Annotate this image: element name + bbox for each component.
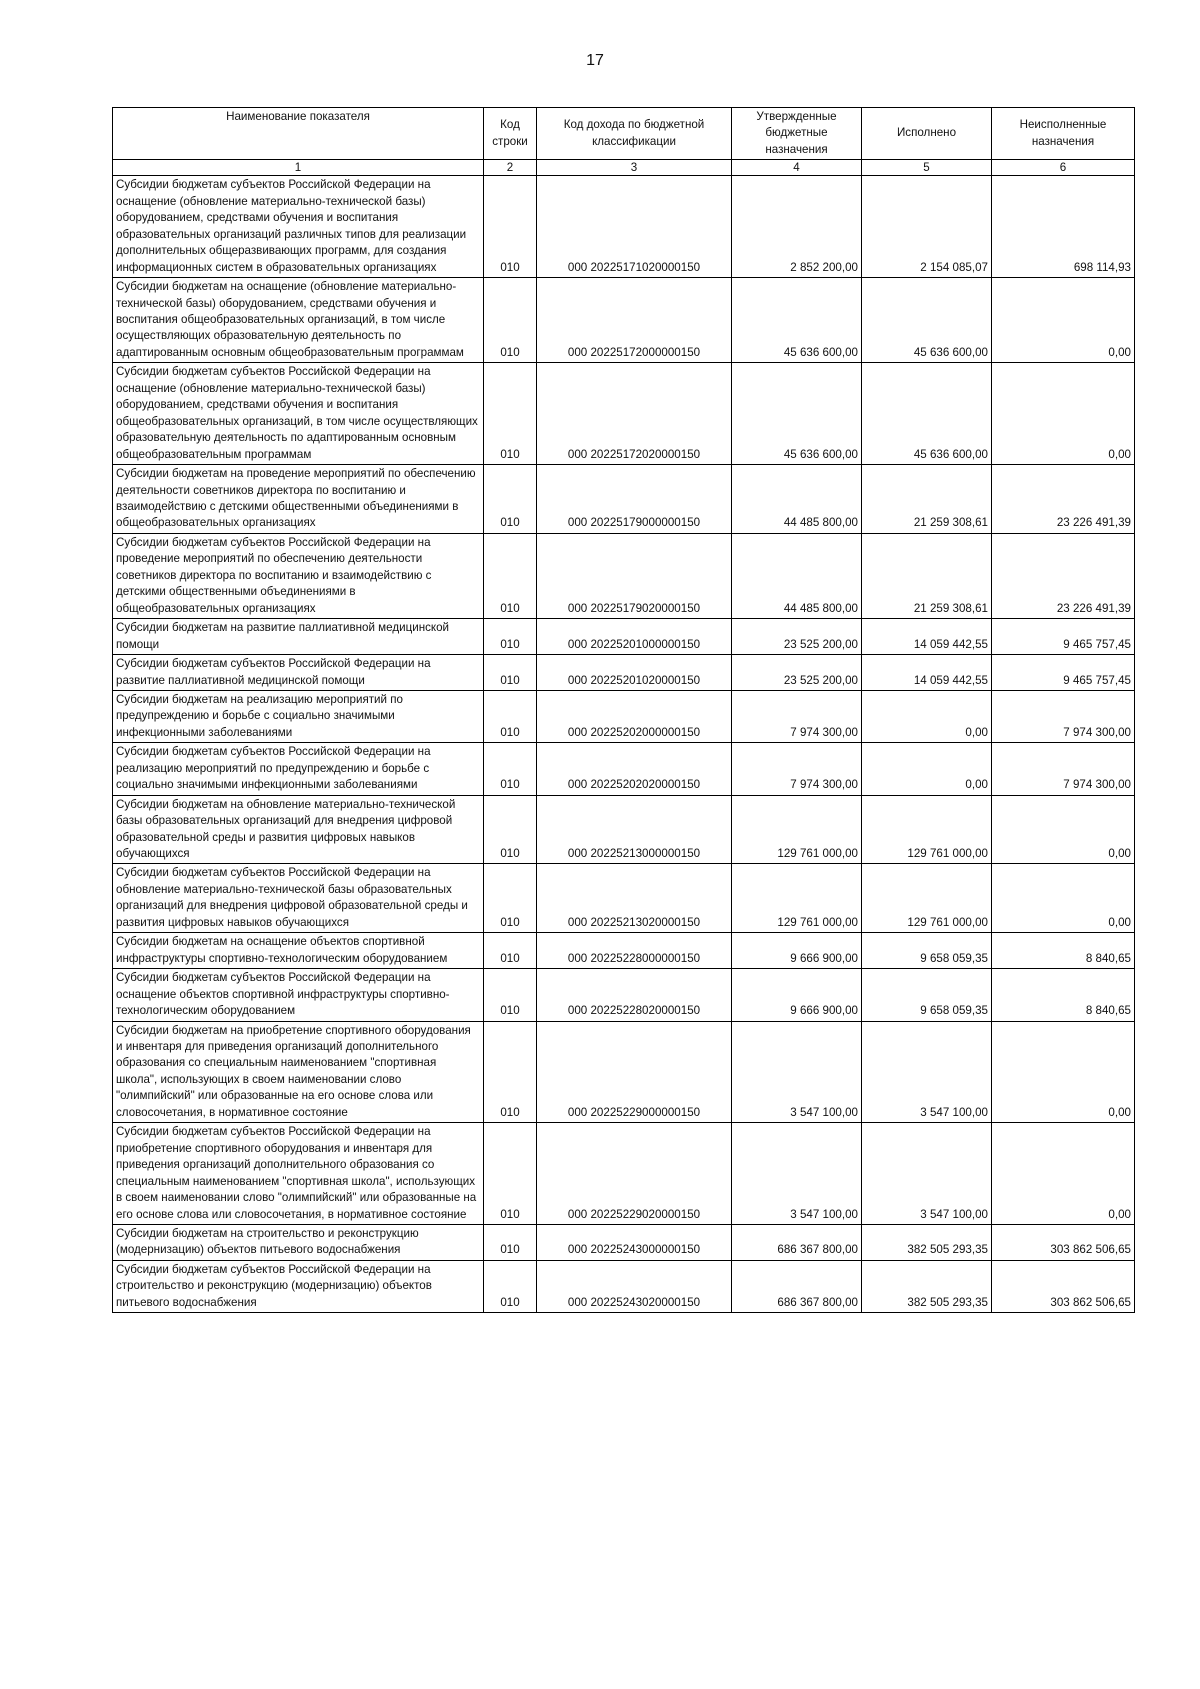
indicator-name: Субсидии бюджетам субъектов Российской Федерации на обновление материально-технической базы образовательных организаций для внедрения цифровой образовательной среды и развития цифровых навыков обучающихся [113, 864, 484, 933]
income-code: 000 20225201020000150 [537, 655, 732, 691]
income-code: 000 20225229020000150 [537, 1123, 732, 1225]
indicator-name: Субсидии бюджетам на оснащение (обновление материально-технической базы) оборудованием, средствами обучения и воспитания общеобразовательных организаций, в том числе осуществляющих образовательную деятельность по адаптированным основным общеобразовательным программам [113, 278, 484, 363]
header-executed: Исполнено [862, 108, 992, 160]
column-number-row [113, 160, 1135, 176]
table-row [113, 933, 1135, 969]
unexecuted-amount: 0,00 [992, 864, 1135, 933]
executed-amount: 129 761 000,00 [862, 864, 992, 933]
approved-amount: 7 974 300,00 [732, 743, 862, 795]
income-code: 000 20225213000000150 [537, 795, 732, 864]
income-code: 000 20225172000000150 [537, 278, 732, 363]
column-number: 2 [484, 160, 537, 176]
approved-amount: 7 974 300,00 [732, 690, 862, 742]
executed-amount: 14 059 442,55 [862, 655, 992, 691]
table-row [113, 465, 1135, 534]
executed-amount: 45 636 600,00 [862, 363, 992, 465]
line-code: 010 [484, 1021, 537, 1123]
executed-amount: 45 636 600,00 [862, 278, 992, 363]
line-code: 010 [484, 655, 537, 691]
income-code: 000 20225229000000150 [537, 1021, 732, 1123]
unexecuted-amount: 0,00 [992, 795, 1135, 864]
unexecuted-amount: 23 226 491,39 [992, 533, 1135, 618]
indicator-name: Субсидии бюджетам субъектов Российской Федерации на оснащение (обновление материально-технической базы) оборудованием, средствами обучения и воспитания общеобразовательных организаций, в том числе осуществляющих образовательную деятельность по адаптированным основным общеобразовательным программам [113, 363, 484, 465]
line-code: 010 [484, 1260, 537, 1312]
indicator-name: Субсидии бюджетам субъектов Российской Федерации на оснащение объектов спортивной инфраструктуры спортивно-технологическим оборудованием [113, 969, 484, 1021]
indicator-name: Субсидии бюджетам на развитие паллиативной медицинской помощи [113, 619, 484, 655]
column-number: 6 [992, 160, 1135, 176]
header-name: Наименование показателя [113, 108, 484, 160]
line-code: 010 [484, 743, 537, 795]
unexecuted-amount: 9 465 757,45 [992, 619, 1135, 655]
executed-amount: 3 547 100,00 [862, 1123, 992, 1225]
executed-amount: 9 658 059,35 [862, 933, 992, 969]
unexecuted-amount: 303 862 506,65 [992, 1260, 1135, 1312]
indicator-name: Субсидии бюджетам субъектов Российской Федерации на оснащение (обновление материально-технической базы) оборудованием, средствами обучения и воспитания образовательных организаций различных типов для реализации дополнительных общеразвивающих программ, для создания информационных систем в образовательных организациях [113, 176, 484, 278]
table-row [113, 655, 1135, 691]
indicator-name: Субсидии бюджетам на оснащение объектов спортивной инфраструктуры спортивно-технологическим оборудованием [113, 933, 484, 969]
approved-amount: 44 485 800,00 [732, 465, 862, 534]
column-number: 3 [537, 160, 732, 176]
table-row [113, 690, 1135, 742]
table-row [113, 1260, 1135, 1312]
indicator-name: Субсидии бюджетам на проведение мероприятий по обеспечению деятельности советников директора по воспитанию и взаимодействию с детскими общественными объединениями в общеобразовательных организациях [113, 465, 484, 534]
table-row [113, 533, 1135, 618]
table-row [113, 969, 1135, 1021]
executed-amount: 21 259 308,61 [862, 533, 992, 618]
line-code: 010 [484, 363, 537, 465]
page-number: 17 [586, 52, 604, 69]
unexecuted-amount: 23 226 491,39 [992, 465, 1135, 534]
executed-amount: 382 505 293,35 [862, 1260, 992, 1312]
line-code: 010 [484, 619, 537, 655]
income-code: 000 20225243000000150 [537, 1225, 732, 1261]
header-approved: Утвержденные бюджетные назначения [732, 108, 862, 160]
executed-amount: 0,00 [862, 743, 992, 795]
indicator-name: Субсидии бюджетам на строительство и реконструкцию (модернизацию) объектов питьевого водоснабжения [113, 1225, 484, 1261]
unexecuted-amount: 0,00 [992, 1123, 1135, 1225]
line-code: 010 [484, 465, 537, 534]
line-code: 010 [484, 1225, 537, 1261]
line-code: 010 [484, 864, 537, 933]
executed-amount: 3 547 100,00 [862, 1021, 992, 1123]
table-row [113, 363, 1135, 465]
approved-amount: 45 636 600,00 [732, 363, 862, 465]
approved-amount: 9 666 900,00 [732, 969, 862, 1021]
approved-amount: 45 636 600,00 [732, 278, 862, 363]
column-number: 1 [113, 160, 484, 176]
table-row [113, 1225, 1135, 1261]
approved-amount: 3 547 100,00 [732, 1123, 862, 1225]
executed-amount: 14 059 442,55 [862, 619, 992, 655]
income-code: 000 20225202000000150 [537, 690, 732, 742]
table-row [113, 743, 1135, 795]
executed-amount: 9 658 059,35 [862, 969, 992, 1021]
indicator-name: Субсидии бюджетам на приобретение спортивного оборудования и инвентаря для приведения организаций дополнительного образования со специальным наименованием "спортивная школа", использующих в своем наименовании слово "олимпийский" или образованные на его основе слова или словосочетания, в нормативное состояние [113, 1021, 484, 1123]
budget-execution-table [112, 107, 1135, 1313]
header-income-code: Код дохода по бюджетной классификации [537, 108, 732, 160]
approved-amount: 9 666 900,00 [732, 933, 862, 969]
approved-amount: 23 525 200,00 [732, 655, 862, 691]
executed-amount: 2 154 085,07 [862, 176, 992, 278]
unexecuted-amount: 303 862 506,65 [992, 1225, 1135, 1261]
income-code: 000 20225213020000150 [537, 864, 732, 933]
income-code: 000 20225179020000150 [537, 533, 732, 618]
income-code: 000 20225228000000150 [537, 933, 732, 969]
line-code: 010 [484, 278, 537, 363]
income-code: 000 20225179000000150 [537, 465, 732, 534]
header-unexecuted: Неисполненные назначения [992, 108, 1135, 160]
table-row [113, 864, 1135, 933]
unexecuted-amount: 8 840,65 [992, 933, 1135, 969]
approved-amount: 2 852 200,00 [732, 176, 862, 278]
approved-amount: 129 761 000,00 [732, 864, 862, 933]
table-row [113, 278, 1135, 363]
unexecuted-amount: 7 974 300,00 [992, 690, 1135, 742]
table-header-row [113, 108, 1135, 160]
table-row [113, 1123, 1135, 1225]
income-code: 000 20225171020000150 [537, 176, 732, 278]
indicator-name: Субсидии бюджетам субъектов Российской Федерации на строительство и реконструкцию (модернизацию) объектов питьевого водоснабжения [113, 1260, 484, 1312]
income-code: 000 20225202020000150 [537, 743, 732, 795]
column-number: 4 [732, 160, 862, 176]
unexecuted-amount: 0,00 [992, 363, 1135, 465]
approved-amount: 686 367 800,00 [732, 1260, 862, 1312]
income-code: 000 20225228020000150 [537, 969, 732, 1021]
executed-amount: 0,00 [862, 690, 992, 742]
line-code: 010 [484, 176, 537, 278]
table-row [113, 1021, 1135, 1123]
income-code: 000 20225201000000150 [537, 619, 732, 655]
unexecuted-amount: 7 974 300,00 [992, 743, 1135, 795]
unexecuted-amount: 0,00 [992, 1021, 1135, 1123]
unexecuted-amount: 9 465 757,45 [992, 655, 1135, 691]
column-number: 5 [862, 160, 992, 176]
line-code: 010 [484, 795, 537, 864]
line-code: 010 [484, 933, 537, 969]
header-line-code: Код строки [484, 108, 537, 160]
indicator-name: Субсидии бюджетам субъектов Российской Федерации на развитие паллиативной медицинской помощи [113, 655, 484, 691]
indicator-name: Субсидии бюджетам на обновление материально-технической базы образовательных организаций для внедрения цифровой образовательной среды и развития цифровых навыков обучающихся [113, 795, 484, 864]
line-code: 010 [484, 969, 537, 1021]
line-code: 010 [484, 533, 537, 618]
indicator-name: Субсидии бюджетам субъектов Российской Федерации на приобретение спортивного оборудования и инвентаря для приведения организаций дополнительного образования со специальным наименованием "спортивная школа", использующих в своем наименовании слово "олимпийский" или образованные на его основе слова или словосочетания, в нормативное состояние [113, 1123, 484, 1225]
approved-amount: 686 367 800,00 [732, 1225, 862, 1261]
table-row [113, 619, 1135, 655]
approved-amount: 129 761 000,00 [732, 795, 862, 864]
approved-amount: 23 525 200,00 [732, 619, 862, 655]
table-row [113, 795, 1135, 864]
unexecuted-amount: 8 840,65 [992, 969, 1135, 1021]
indicator-name: Субсидии бюджетам на реализацию мероприятий по предупреждению и борьбе с социально значимыми инфекционными заболеваниями [113, 690, 484, 742]
executed-amount: 382 505 293,35 [862, 1225, 992, 1261]
table-row [113, 176, 1135, 278]
unexecuted-amount: 698 114,93 [992, 176, 1135, 278]
executed-amount: 129 761 000,00 [862, 795, 992, 864]
approved-amount: 3 547 100,00 [732, 1021, 862, 1123]
indicator-name: Субсидии бюджетам субъектов Российской Федерации на проведение мероприятий по обеспечению деятельности советников директора по воспитанию и взаимодействию с детскими общественными объединениями в общеобразовательных организациях [113, 533, 484, 618]
unexecuted-amount: 0,00 [992, 278, 1135, 363]
income-code: 000 20225172020000150 [537, 363, 732, 465]
line-code: 010 [484, 1123, 537, 1225]
indicator-name: Субсидии бюджетам субъектов Российской Федерации на реализацию мероприятий по предупреждению и борьбе с социально значимыми инфекционными заболеваниями [113, 743, 484, 795]
approved-amount: 44 485 800,00 [732, 533, 862, 618]
executed-amount: 21 259 308,61 [862, 465, 992, 534]
income-code: 000 20225243020000150 [537, 1260, 732, 1312]
line-code: 010 [484, 690, 537, 742]
